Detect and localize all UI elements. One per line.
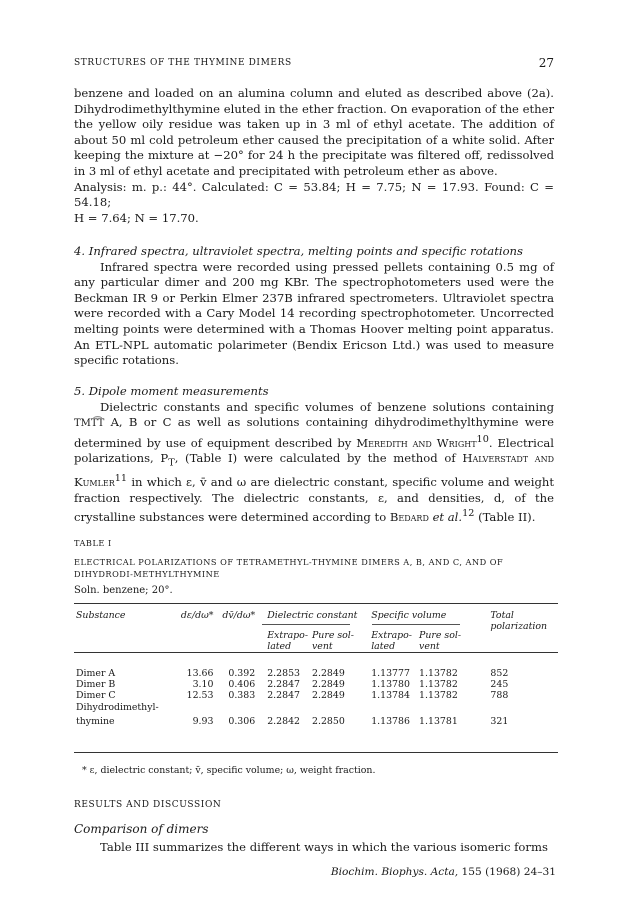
ref-12-author: Bedard <box>389 510 429 525</box>
cell-diel-ext: 2.2847 <box>267 679 301 691</box>
cell-diel-ext: 2.2847 <box>267 690 301 702</box>
col-sv-pure: Pure sol- vent <box>419 630 462 652</box>
table-title: ELECTRICAL POLARIZATIONS OF TETRAMETHYL-THYMINE DIMERS A, B, AND C, AND OF DIHYDRODI-METHYLTHYMINE <box>74 557 504 579</box>
cell-de: 9.93 <box>192 716 214 728</box>
cell-total: 245 <box>490 679 509 691</box>
journal-footer <box>331 866 556 878</box>
cell-de: 13.66 <box>186 668 214 679</box>
journal-name: Biochim. Biophys. Acta, <box>330 866 459 878</box>
cell-dv: 0.383 <box>228 690 256 702</box>
s5-text-c: . Electrical polarizations, P <box>74 435 554 466</box>
s5-text-d: , (Table I) were calculated by the method of <box>174 451 456 466</box>
cell-dv: 0.306 <box>228 716 256 728</box>
col-sv-extrapolated: Extrapo- lated <box>371 630 412 652</box>
col-dv-dw: dv̄/dω* <box>222 610 256 621</box>
ref-11-mark: 11 <box>114 473 128 485</box>
cell-de: 3.10 <box>192 679 214 691</box>
cell-substance: Dimer B <box>76 679 116 691</box>
cell-substance: thymine <box>76 716 115 728</box>
cell-sv-ext: 1.13777 <box>371 668 410 679</box>
col-diel-pure: Pure sol- vent <box>312 630 354 652</box>
ref-11-authors: Halverstadt and Kumler <box>74 451 555 489</box>
cell-sv-pure: 1.13782 <box>419 679 458 691</box>
running-title: STRUCTURES OF THE THYMINE DIMERS <box>74 58 292 68</box>
cell-sv-pure: 1.13782 <box>419 668 458 679</box>
cell-diel-ext: 2.2853 <box>267 668 301 679</box>
cell-sv-ext: 1.13786 <box>371 716 410 728</box>
cell-diel-ext: 2.2842 <box>267 716 301 728</box>
intro-paragraph: benzene and loaded on an alumina column and eluted as described above (2a). Dihydrodimethylthymine eluted in the ether fraction. On evaporation of the ether the yellow oily residue was taken up in 3 ml of ethyl acetate. The addition of about 50 ml cold petroleum ether caused the precipitation of a white solid. After keeping the mixture at −20° for 24 h the precipitate was filtered off, redissolved in 3 ml of ethyl acetate and precipitated with petroleum ether as above. <box>74 86 554 178</box>
col-specific-volume: Specific volume <box>371 610 447 621</box>
cell-sv-pure: 1.13782 <box>419 690 458 702</box>
intro-block <box>74 86 554 226</box>
cell-total: 852 <box>490 668 509 679</box>
cell-de: 12.53 <box>186 690 214 702</box>
comparison-text: Table III summarizes the different ways in which the various isomeric forms <box>100 840 548 854</box>
tmtt-abbrev: TMT͡T <box>74 418 105 430</box>
section-5-text <box>74 400 554 526</box>
table-subtitle: Soln. benzene; 20°. <box>74 585 173 596</box>
running-header <box>74 58 554 74</box>
cell-sv-ext: 1.13780 <box>371 679 410 691</box>
cell-diel-pure: 2.2849 <box>312 668 345 679</box>
cell-sv-pure: 1.13781 <box>419 716 458 728</box>
cell-substance: Dimer C <box>76 690 116 702</box>
section-5-heading: 5. Dipole moment measurements <box>74 384 269 398</box>
table-footnote: * ε, dielectric constant; v̄, specific volume; ω, weight fraction. <box>82 765 376 776</box>
cell-dv: 0.406 <box>228 679 256 691</box>
cell-total: 788 <box>490 690 509 702</box>
analysis-line-2: H = 7.64; N = 17.70. <box>74 210 199 225</box>
table-row <box>74 702 558 713</box>
table-row <box>74 713 558 731</box>
s5-text-f: (Table II). <box>478 510 536 525</box>
cell-substance: Dihydrodimethyl- <box>76 701 159 713</box>
table-bottom-rule <box>74 752 558 753</box>
col-total-polarization: Total polarization <box>490 610 548 632</box>
table-row <box>74 668 558 679</box>
comparison-heading: Comparison of dimers <box>74 822 209 836</box>
col-diel-extrapolated: Extrapo- lated <box>267 630 308 652</box>
s5-text-a: Dielectric constants and specific volumes of benzene solutions containing <box>100 399 554 414</box>
cell-substance: Dimer A <box>76 668 116 679</box>
table-row <box>74 679 558 690</box>
section-4-text: Infrared spectra were recorded using pressed pellets containing 0.5 mg of any particular dimer and 200 mg KBr. The spectrophotometers used were the Beckman IR 9 or Perkin Elmer 237B infrared spectrometers. Ultraviolet spectra were recorded with a Cary Model 14 recording spectrophotometer. Uncorrected melting points were determined with a Thomas Hoover melting point apparatus. An ETL-NPL automatic polarimeter (Bendix Ericson Ltd.) was used to measure specific rotations. <box>74 259 554 368</box>
cell-total: 321 <box>490 716 509 728</box>
journal-citation: 155 (1968) 24–31 <box>461 866 556 878</box>
col-de-dw: dε/dω* <box>180 610 214 621</box>
table-label: TABLE I <box>74 538 112 548</box>
section-4 <box>74 244 554 369</box>
s5-text-e: in which ε, v̄ and ω are dielectric constant, specific volume and weight fraction respectively. The dielectric constants, ε, and densities, d, of the crystalline substances were determined according to <box>74 475 555 525</box>
page-number: 27 <box>538 56 554 70</box>
table-row <box>74 690 558 701</box>
cell-diel-pure: 2.2849 <box>312 690 345 702</box>
cell-diel-pure: 2.2849 <box>312 679 345 691</box>
pt-subscript: T <box>168 457 175 469</box>
ref-10-authors: Meredith and Wright <box>356 435 477 450</box>
cell-dv: 0.392 <box>228 668 256 679</box>
ref-12-etal: et al. <box>432 510 463 525</box>
ref-12-mark: 12 <box>462 508 475 520</box>
ref-10-mark: 10 <box>476 433 489 445</box>
col-dielectric: Dielectric constant <box>267 610 358 621</box>
polarization-table <box>74 610 558 731</box>
cell-sv-ext: 1.13784 <box>371 690 410 702</box>
analysis-line-1: Analysis: m. p.: 44°. Calculated: C = 53.84; H = 7.75; N = 17.93. Found: C = 54.18; <box>74 179 554 210</box>
s5-text-b: A, B or C as well as solutions containing dihydrodimethylthymine were determined by use of equipment described by <box>74 415 554 450</box>
cell-diel-pure: 2.2850 <box>312 716 345 728</box>
table-top-rule <box>74 603 558 604</box>
section-4-heading: 4. Infrared spectra, ultraviolet spectra, melting points and specific rotations <box>74 244 523 258</box>
section-5 <box>74 384 554 526</box>
results-heading: RESULTS AND DISCUSSION <box>74 800 222 810</box>
col-substance: Substance <box>76 610 126 621</box>
